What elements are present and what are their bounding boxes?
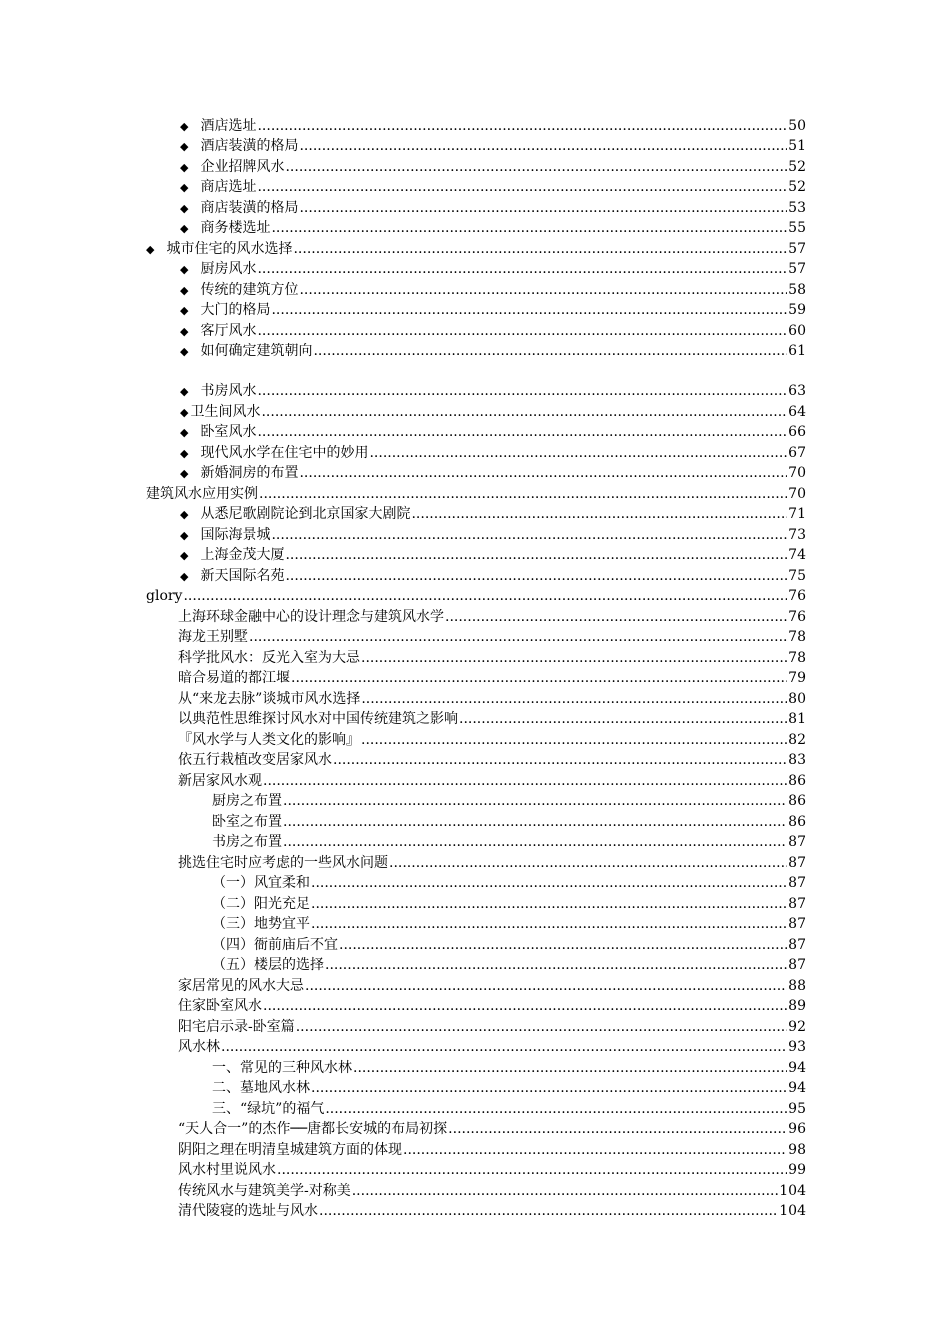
diamond-bullet-icon: ◆ xyxy=(180,202,189,215)
dot-leader xyxy=(311,894,787,914)
toc-entry-title: 挑选住宅时应考虑的一些风水问题 xyxy=(178,855,388,871)
toc-entry-page-number: 95 xyxy=(788,1101,806,1117)
dot-leader xyxy=(299,198,787,218)
dot-leader xyxy=(352,1181,779,1201)
toc-entry[interactable] xyxy=(180,300,806,320)
toc-entry[interactable] xyxy=(212,1058,806,1078)
toc-entry-title: 国际海景城 xyxy=(200,527,271,543)
dot-leader xyxy=(263,996,787,1016)
toc-entry[interactable] xyxy=(180,218,806,238)
toc-entry[interactable] xyxy=(180,443,806,463)
toc-entry[interactable] xyxy=(178,750,806,770)
toc-entry[interactable] xyxy=(180,177,806,197)
dot-leader xyxy=(271,218,787,238)
diamond-bullet-icon: ◆ xyxy=(180,549,189,562)
toc-entry-page-number: 55 xyxy=(788,220,806,236)
toc-entry[interactable] xyxy=(180,321,806,341)
toc-entry-page-number: 60 xyxy=(788,323,806,339)
toc-entry-page-number: 51 xyxy=(788,138,806,154)
toc-entry-title: 新婚洞房的布置 xyxy=(200,465,299,481)
toc-entry-title: 城市住宅的风水选择 xyxy=(166,241,293,257)
toc-entry-page-number: 98 xyxy=(788,1142,806,1158)
toc-entry-page-number: 87 xyxy=(788,957,806,973)
toc-entry[interactable] xyxy=(180,504,806,524)
toc-entry-title: 科学批风水：反光入室为大忌 xyxy=(178,650,360,666)
toc-entry[interactable] xyxy=(178,689,806,709)
toc-entry-page-number: 104 xyxy=(779,1203,806,1219)
toc-entry-page-number: 87 xyxy=(788,875,806,891)
toc-entry-title: 如何确定建筑朝向 xyxy=(200,343,313,359)
toc-entry-page-number: 80 xyxy=(788,691,806,707)
toc-entry-title: 三、“绿坑”的福气 xyxy=(212,1101,325,1117)
toc-entry[interactable] xyxy=(180,566,806,586)
dot-leader xyxy=(325,955,787,975)
toc-entry[interactable] xyxy=(178,627,806,647)
toc-entry-page-number: 61 xyxy=(788,343,806,359)
diamond-bullet-icon: ◆ xyxy=(180,447,189,460)
toc-entry-title: 企业招牌风水 xyxy=(200,159,285,175)
dot-leader xyxy=(299,136,787,156)
toc-entry-title: 厨房之布置 xyxy=(212,793,282,809)
toc-entry[interactable] xyxy=(180,525,806,545)
toc-entry-page-number: 88 xyxy=(788,978,806,994)
dot-leader xyxy=(285,157,787,177)
toc-entry[interactable] xyxy=(178,1017,806,1037)
toc-entry-title: 现代风水学在住宅中的妙用 xyxy=(200,445,369,461)
toc-entry[interactable] xyxy=(212,873,806,893)
toc-entry-page-number: 52 xyxy=(788,159,806,175)
toc-entry-page-number: 93 xyxy=(788,1039,806,1055)
toc-entry-page-number: 78 xyxy=(788,650,806,666)
dot-leader xyxy=(361,689,787,709)
toc-entry-page-number: 50 xyxy=(788,118,806,134)
dot-leader xyxy=(263,771,787,791)
toc-entry-page-number: 99 xyxy=(788,1162,806,1178)
toc-entry-title: 二、墓地风水林 xyxy=(212,1080,310,1096)
toc-entry-page-number: 70 xyxy=(788,465,806,481)
diamond-bullet-icon: ◆ xyxy=(180,304,189,317)
toc-entry[interactable] xyxy=(178,996,806,1016)
toc-entry[interactable] xyxy=(180,341,806,361)
diamond-bullet-icon: ◆ xyxy=(180,570,189,583)
toc-entry-page-number: 83 xyxy=(788,752,806,768)
toc-entry[interactable] xyxy=(212,1099,806,1119)
dot-leader xyxy=(283,812,787,832)
dot-leader xyxy=(299,463,787,483)
toc-entry-title: 海龙王别墅 xyxy=(178,629,248,645)
toc-entry-page-number: 67 xyxy=(788,445,806,461)
toc-entry-page-number: 87 xyxy=(788,916,806,932)
toc-entry-page-number: 57 xyxy=(788,261,806,277)
toc-entry-title: 上海环球金融中心的设计理念与建筑风水学 xyxy=(178,609,444,625)
toc-entry-page-number: 96 xyxy=(788,1121,806,1137)
toc-entry-title: 酒店装潢的格局 xyxy=(200,138,299,154)
toc-entry-title: 家居常见的风水大忌 xyxy=(178,978,304,994)
dot-leader xyxy=(339,935,787,955)
diamond-bullet-icon: ◆ xyxy=(180,120,189,133)
toc-entry-page-number: 86 xyxy=(788,814,806,830)
toc-entry-title: 卧室之布置 xyxy=(212,814,282,830)
toc-entry-page-number: 94 xyxy=(788,1060,806,1076)
dot-leader xyxy=(459,709,787,729)
toc-entry-title: （四）衙前庙后不宜 xyxy=(212,937,338,953)
dot-leader xyxy=(257,381,787,401)
dot-leader xyxy=(283,791,787,811)
toc-entry-title: 客厅风水 xyxy=(200,323,257,339)
diamond-bullet-icon: ◆ xyxy=(180,426,189,439)
toc-entry[interactable] xyxy=(180,381,806,401)
dot-leader xyxy=(333,750,787,770)
toc-entry-page-number: 73 xyxy=(788,527,806,543)
toc-entry-title: （五）楼层的选择 xyxy=(212,957,324,973)
dot-leader xyxy=(319,1201,778,1221)
toc-entry-page-number: 78 xyxy=(788,629,806,645)
toc-entry[interactable] xyxy=(180,422,806,442)
toc-entry[interactable] xyxy=(180,136,806,156)
toc-entry[interactable] xyxy=(212,894,806,914)
toc-entry-page-number: 86 xyxy=(788,773,806,789)
toc-entry[interactable] xyxy=(178,853,806,873)
toc-entry-page-number: 87 xyxy=(788,937,806,953)
toc-entry-title: 大门的格局 xyxy=(200,302,271,318)
toc-entry-page-number: 52 xyxy=(788,179,806,195)
dot-leader xyxy=(313,341,787,361)
toc-entry[interactable] xyxy=(178,1140,806,1160)
toc-entry-title: 酒店选址 xyxy=(200,118,257,134)
toc-entry-page-number: 70 xyxy=(788,486,806,502)
toc-entry-page-number: 104 xyxy=(779,1183,806,1199)
toc-entry[interactable] xyxy=(180,463,806,483)
toc-entry-title: glory xyxy=(146,588,183,604)
toc-entry-page-number: 94 xyxy=(788,1080,806,1096)
dot-leader xyxy=(257,116,787,136)
toc-entry-page-number: 63 xyxy=(788,383,806,399)
toc-entry[interactable] xyxy=(178,1160,806,1180)
toc-entry-page-number: 64 xyxy=(788,404,806,420)
toc-entry-page-number: 82 xyxy=(788,732,806,748)
toc-entry-title: 商务楼选址 xyxy=(200,220,271,236)
toc-entry-title: 暗合易道的都江堰 xyxy=(178,670,290,686)
toc-entry[interactable] xyxy=(178,730,806,750)
toc-entry-title: 阴阳之理在明清皇城建筑方面的体现 xyxy=(178,1142,402,1158)
dot-leader xyxy=(285,566,787,586)
toc-entry-title: 建筑风水应用实例 xyxy=(146,486,258,502)
toc-entry-title: 清代陵寝的选址与风水 xyxy=(178,1203,318,1219)
diamond-bullet-icon: ◆ xyxy=(180,181,189,194)
toc-entry-page-number: 66 xyxy=(788,424,806,440)
dot-leader xyxy=(445,607,787,627)
diamond-bullet-icon: ◆ xyxy=(180,284,189,297)
toc-entry-title: 厨房风水 xyxy=(200,261,257,277)
dot-leader xyxy=(389,853,787,873)
toc-entry[interactable] xyxy=(178,1119,806,1139)
toc-entry-title: 阳宅启示录-卧室篇 xyxy=(178,1019,295,1035)
toc-entry-page-number: 87 xyxy=(788,896,806,912)
toc-entry-title: “天人合一”的杰作──唐都长安城的布局初探 xyxy=(178,1121,448,1137)
toc-entry[interactable] xyxy=(178,668,806,688)
diamond-bullet-icon: ◆ xyxy=(180,508,189,521)
toc-entry[interactable] xyxy=(178,1201,806,1221)
toc-entry-title: 卧室风水 xyxy=(200,424,257,440)
toc-entry[interactable] xyxy=(178,771,806,791)
toc-entry[interactable] xyxy=(180,402,806,422)
toc-entry-title: 书房之布置 xyxy=(212,834,282,850)
diamond-bullet-icon: ◆ xyxy=(180,325,189,338)
dot-leader xyxy=(353,1058,787,1078)
dot-leader xyxy=(403,1140,787,1160)
dot-leader xyxy=(285,545,787,565)
toc-entry[interactable] xyxy=(146,484,806,504)
dot-leader xyxy=(183,586,787,606)
toc-entry-title: 『风水学与人类文化的影响』 xyxy=(178,732,360,748)
toc-entry-title: 书房风水 xyxy=(200,383,257,399)
dot-leader xyxy=(249,627,787,647)
diamond-bullet-icon: ◆ xyxy=(180,140,189,153)
toc-entry[interactable] xyxy=(180,259,806,279)
dot-leader xyxy=(448,1119,787,1139)
diamond-bullet-icon: ◆ xyxy=(180,385,189,398)
diamond-bullet-icon: ◆ xyxy=(180,263,189,276)
toc-entry-title: （二）阳光充足 xyxy=(212,896,310,912)
dot-leader xyxy=(271,300,787,320)
diamond-bullet-icon: ◆ xyxy=(180,467,189,480)
toc-entry[interactable] xyxy=(178,1181,806,1201)
toc-entry[interactable] xyxy=(212,832,806,852)
toc-entry-title: （一）风宜柔和 xyxy=(212,875,310,891)
toc-entry-title: 商店装潢的格局 xyxy=(200,200,299,216)
diamond-bullet-icon: ◆ xyxy=(180,222,189,235)
diamond-bullet-icon: ◆ xyxy=(146,243,155,256)
dot-leader xyxy=(291,668,787,688)
dot-leader xyxy=(311,873,787,893)
toc-entry-title: （三）地势宜平 xyxy=(212,916,310,932)
toc-entry[interactable] xyxy=(212,791,806,811)
toc-entry[interactable] xyxy=(180,198,806,218)
dot-leader xyxy=(277,1160,787,1180)
toc-entry-page-number: 89 xyxy=(788,998,806,1014)
toc-entry-title: 以典范性思维探讨风水对中国传统建筑之影响 xyxy=(178,711,458,727)
toc-entry-page-number: 87 xyxy=(788,834,806,850)
dot-leader xyxy=(221,1037,787,1057)
toc-entry-title: 新天国际名苑 xyxy=(200,568,285,584)
toc-entry[interactable] xyxy=(180,116,806,136)
dot-leader xyxy=(257,259,787,279)
toc-entry-page-number: 79 xyxy=(788,670,806,686)
dot-leader xyxy=(361,730,787,750)
dot-leader xyxy=(411,504,787,524)
dot-leader xyxy=(296,1017,787,1037)
dot-leader xyxy=(271,525,787,545)
toc-entry-page-number: 53 xyxy=(788,200,806,216)
dot-leader xyxy=(283,832,787,852)
toc-entry[interactable] xyxy=(212,935,806,955)
dot-leader xyxy=(259,484,787,504)
toc-entry-page-number: 57 xyxy=(788,241,806,257)
toc-entry-page-number: 86 xyxy=(788,793,806,809)
toc-entry-page-number: 76 xyxy=(788,609,806,625)
toc-entry-title: 风水村里说风水 xyxy=(178,1162,276,1178)
diamond-bullet-icon: ◆ xyxy=(180,529,189,542)
toc-entry-title: 从悉尼歌剧院论到北京国家大剧院 xyxy=(200,506,411,522)
toc-entry[interactable] xyxy=(212,1078,806,1098)
toc-entry-title: 商店选址 xyxy=(200,179,257,195)
dot-leader xyxy=(311,1078,787,1098)
dot-leader xyxy=(257,422,787,442)
toc-entry-title: 风水林 xyxy=(178,1039,220,1055)
toc-entry[interactable] xyxy=(180,545,806,565)
toc-entry[interactable] xyxy=(146,239,806,259)
toc-entry-title: 住家卧室风水 xyxy=(178,998,262,1014)
dot-leader xyxy=(293,239,787,259)
dot-leader xyxy=(369,443,787,463)
toc-entry-title: 传统的建筑方位 xyxy=(200,282,299,298)
toc-entry[interactable] xyxy=(212,812,806,832)
toc-entry-title: 上海金茂大厦 xyxy=(200,547,285,563)
toc-entry-page-number: 76 xyxy=(788,588,806,604)
toc-entry[interactable] xyxy=(178,607,806,627)
diamond-bullet-icon: ◆ xyxy=(180,406,189,419)
toc-entry-page-number: 92 xyxy=(788,1019,806,1035)
dot-leader xyxy=(305,976,787,996)
dot-leader xyxy=(261,402,787,422)
toc-entry-page-number: 74 xyxy=(788,547,806,563)
diamond-bullet-icon: ◆ xyxy=(180,161,189,174)
toc-entry[interactable] xyxy=(180,157,806,177)
toc-entry-title: 一、常见的三种风水林 xyxy=(212,1060,352,1076)
toc-entry[interactable] xyxy=(178,648,806,668)
toc-entry[interactable] xyxy=(212,914,806,934)
toc-entry[interactable] xyxy=(178,709,806,729)
toc-entry[interactable] xyxy=(178,976,806,996)
dot-leader xyxy=(325,1099,787,1119)
toc-entry[interactable] xyxy=(146,586,806,606)
toc-entry-title: 依五行栽植改变居家风水 xyxy=(178,752,332,768)
dot-leader xyxy=(257,177,787,197)
toc-entry-page-number: 71 xyxy=(788,506,806,522)
toc-entry-page-number: 87 xyxy=(788,855,806,871)
toc-entry-page-number: 75 xyxy=(788,568,806,584)
dot-leader xyxy=(257,321,787,341)
diamond-bullet-icon: ◆ xyxy=(180,345,189,358)
dot-leader xyxy=(361,648,787,668)
toc-entry-page-number: 58 xyxy=(788,282,806,298)
toc-entry[interactable] xyxy=(180,280,806,300)
toc-entry-title: 新居家风水观 xyxy=(178,773,262,789)
toc-entry-page-number: 81 xyxy=(788,711,806,727)
dot-leader xyxy=(299,280,787,300)
toc-entry-page-number: 59 xyxy=(788,302,806,318)
toc-entry-title: 从“来龙去脉”谈城市风水选择 xyxy=(178,691,361,707)
toc-entry[interactable] xyxy=(178,1037,806,1057)
toc-entry-title: 传统风水与建筑美学-对称美 xyxy=(178,1183,351,1199)
toc-entry-title: 卫生间风水 xyxy=(190,404,261,420)
dot-leader xyxy=(311,914,787,934)
toc-entry[interactable] xyxy=(212,955,806,975)
